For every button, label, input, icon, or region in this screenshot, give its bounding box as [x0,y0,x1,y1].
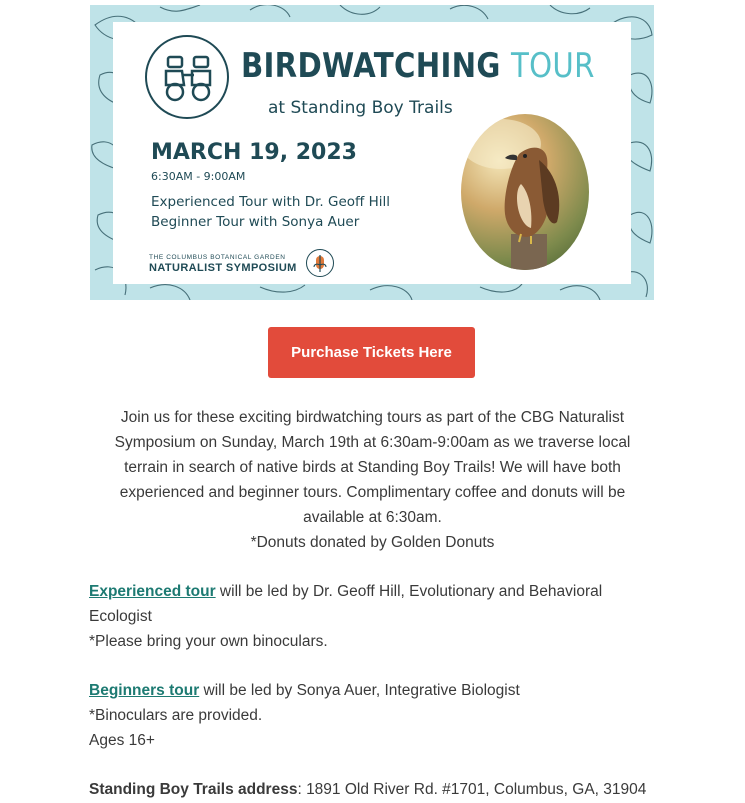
garden-seal-logo [306,249,334,277]
hawk-photo [461,114,589,270]
beginner-tour-line: Beginner Tour with Sonya Auer [151,214,360,230]
banner-title-accent: TOUR [511,46,595,86]
beginners-tour-note: *Binoculars are provided. [89,707,263,724]
address-label: Standing Boy Trails address [89,781,298,798]
experienced-tour-note: *Please bring your own binoculars. [89,633,328,650]
address-value: : 1891 Old River Rd. #1701, Columbus, GA, 31904 [297,781,647,798]
intro-section [100,405,645,555]
beginners-tour-text: will be led by Sonya Auer, Integrative Biologist [199,682,520,699]
hawk-image [461,114,589,270]
binoculars-icon [162,53,214,103]
banner-subtitle: at Standing Boy Trails [268,98,453,118]
experienced-tour-text: will be led by Dr. Geoff Hill, Evolutionary and Behavioral Ecologist [89,583,603,625]
intro-note: *Donuts donated by Golden Donuts [250,534,495,551]
experienced-tour-section [89,579,649,654]
event-time: 6:30AM - 9:00AM [151,170,246,183]
organization-name: THE COLUMBUS BOTANICAL GARDEN [149,254,286,261]
purchase-tickets-button[interactable]: Purchase Tickets Here [268,327,475,378]
event-card [113,22,631,284]
banner-title [241,46,595,86]
banner-title-main: BIRDWATCHING [241,46,501,86]
beginners-tour-link[interactable]: Beginners tour [89,682,200,699]
binoculars-logo [145,35,229,119]
experienced-tour-line: Experienced Tour with Dr. Geoff Hill [151,194,390,210]
experienced-tour-link[interactable]: Experienced tour [89,583,216,600]
beginners-tour-ages: Ages 16+ [89,732,155,749]
intro-paragraph: Join us for these exciting birdwatching tours as part of the CBG Naturalist Symposium on Sunday, March 19th at 6:30am-9:00am as we traverse local terrain in search of native birds at Standing Boy Trails! We will have both experienced and beginner tours. Complimentary coffee and donuts will be available at 6:30am. [114,409,631,526]
symposium-name: NATURALIST SYMPOSIUM [149,262,297,274]
flower-icon [311,253,329,273]
event-date: MARCH 19, 2023 [151,140,357,165]
beginners-tour-description [89,678,649,703]
event-banner [90,5,654,300]
address-section [89,777,649,802]
beginners-tour-section [89,678,649,753]
experienced-tour-description [89,579,649,629]
